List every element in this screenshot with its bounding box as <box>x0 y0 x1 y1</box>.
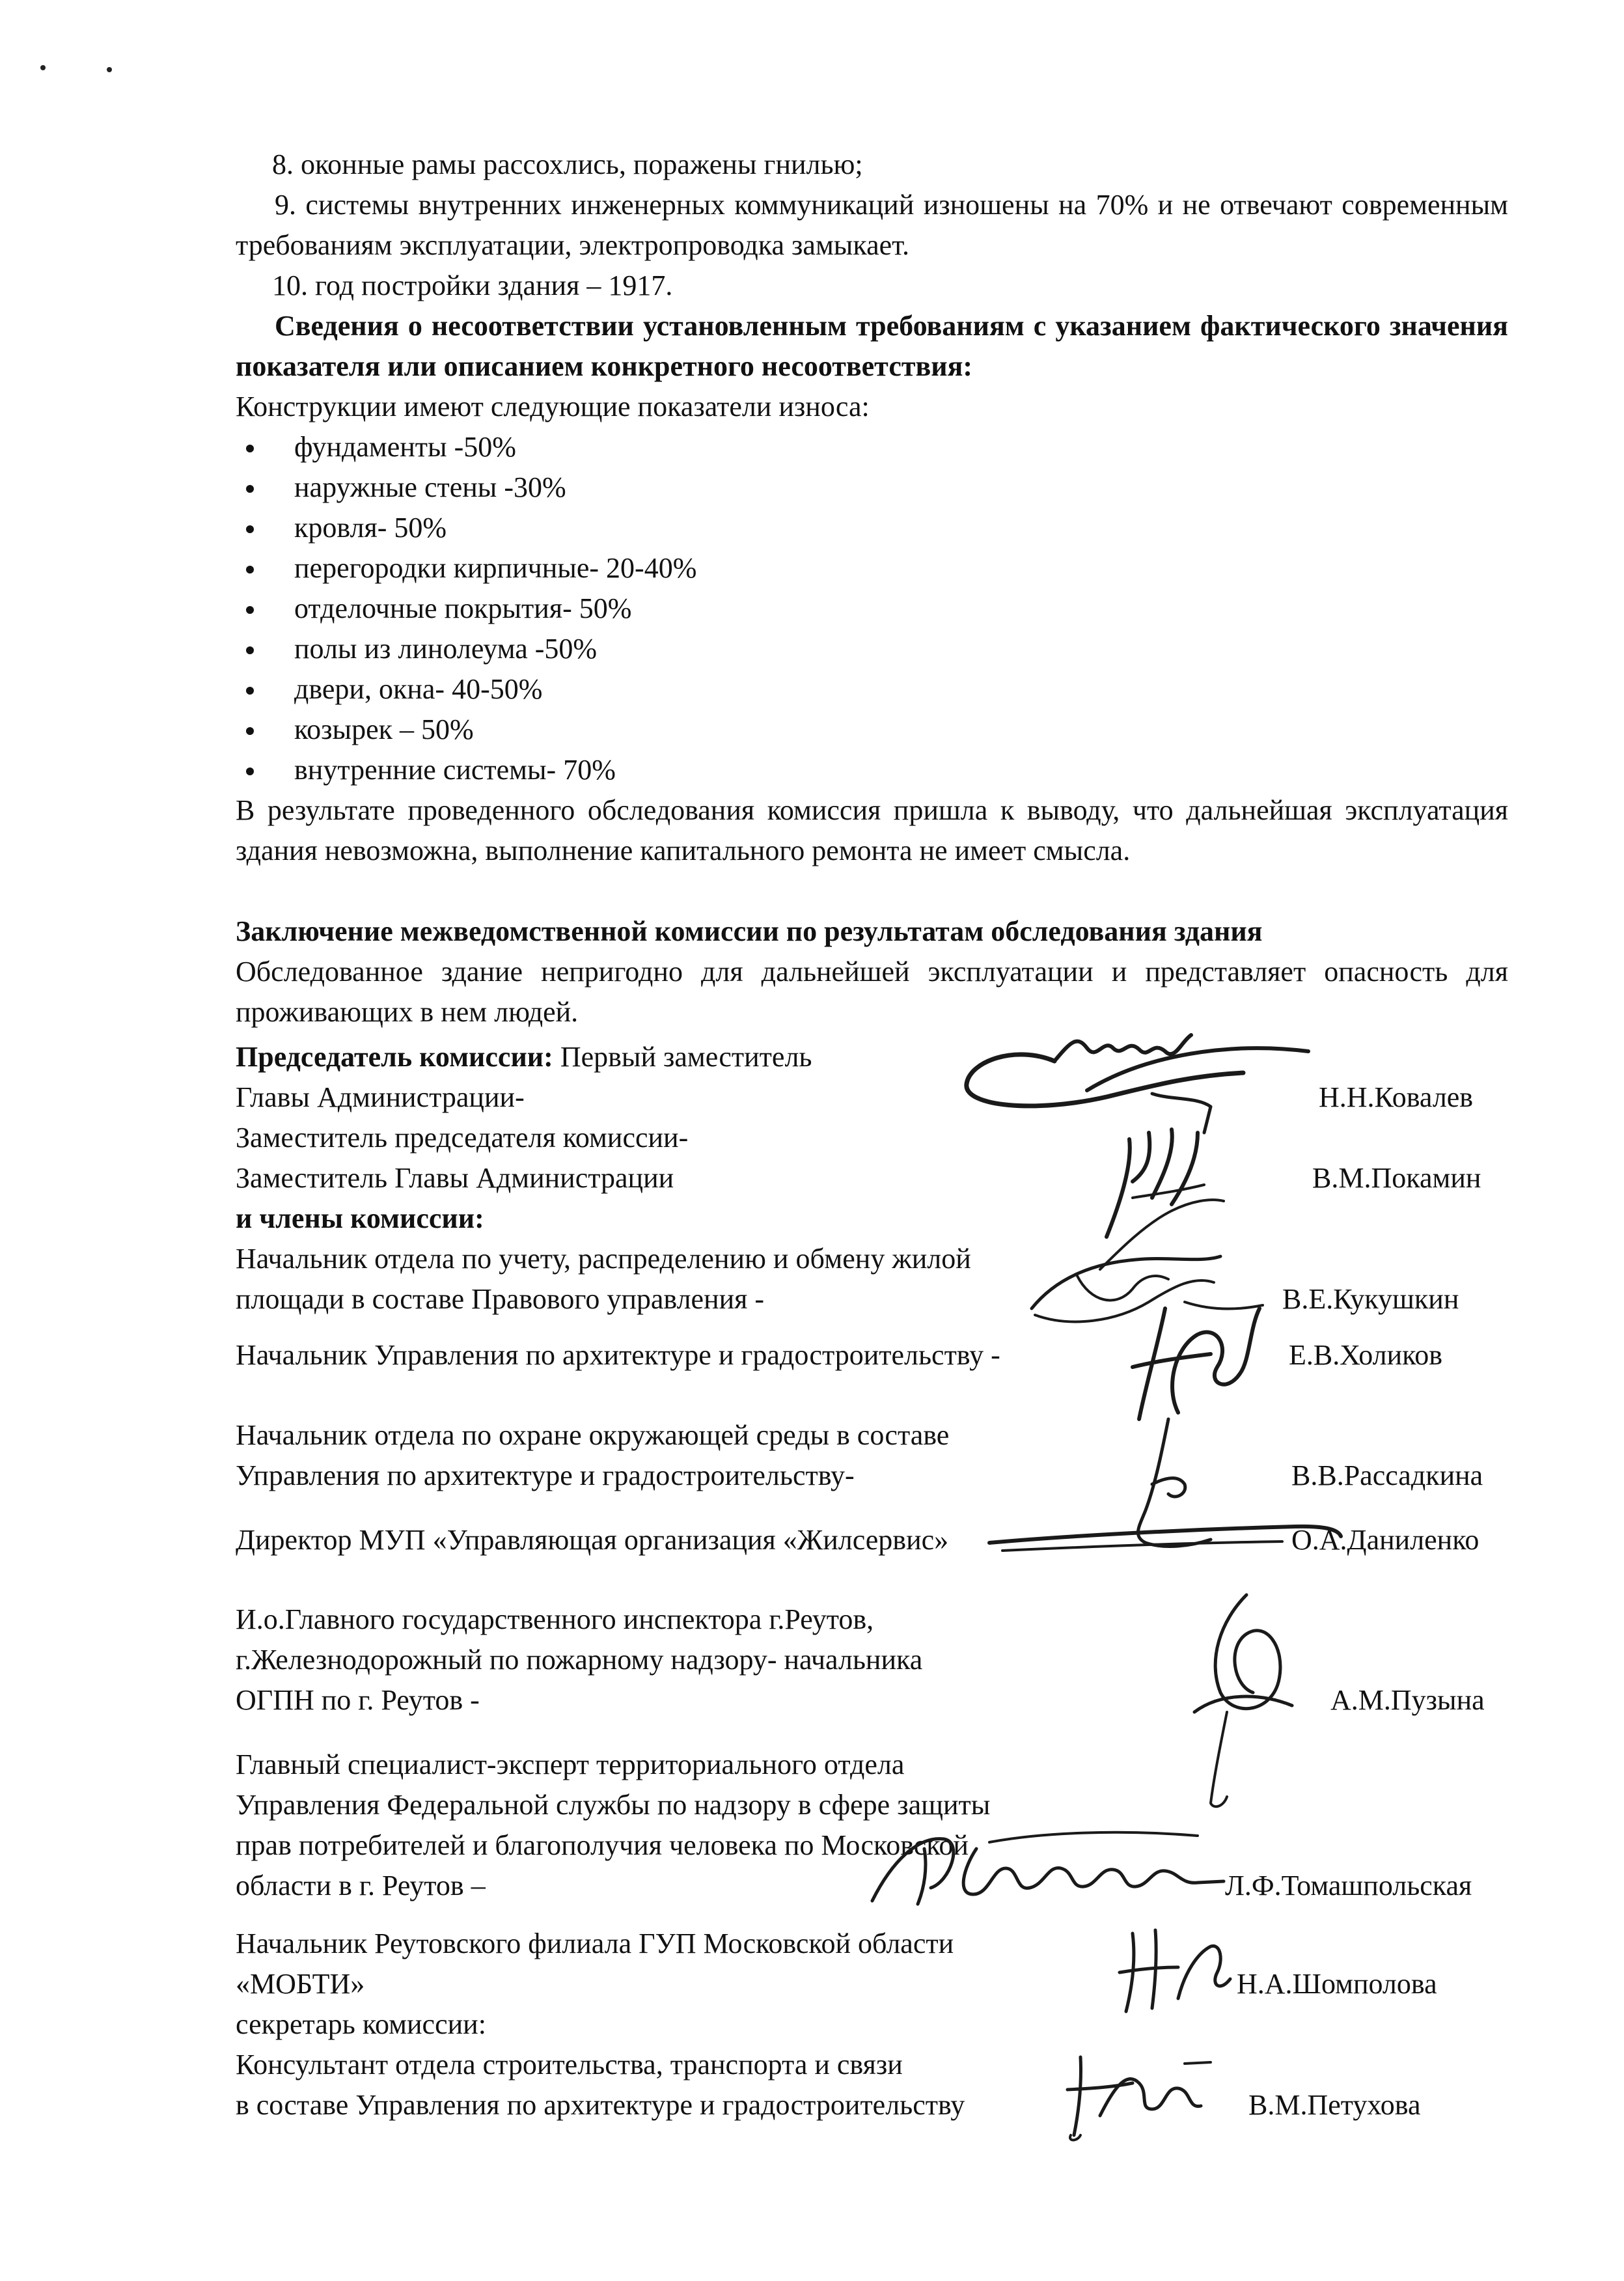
member-5-role-2: г.Железнодорожный по пожарному надзору- начальника <box>236 1644 923 1676</box>
member-2-name: Е.В.Холиков <box>1289 1339 1443 1371</box>
wear-item: кровля- 50% <box>236 508 1508 548</box>
wear-item: полы из линолеума -50% <box>236 629 1508 669</box>
chair-role-2: Главы Администрации- <box>236 1081 525 1113</box>
wear-item: отделочные покрытия- 50% <box>236 588 1508 629</box>
members-label: и члены комиссии: <box>236 1202 484 1234</box>
member-1-role-2: площади в составе Правового управления - <box>236 1283 765 1315</box>
signature-member-6 <box>859 1823 1230 1914</box>
wear-intro: Конструкции имеют следующие показатели износа: <box>236 391 870 422</box>
wear-item: двери, окна- 40-50% <box>236 669 1508 710</box>
member-6-name: Л.Ф.Томашпольская <box>1225 1870 1472 1901</box>
signatory-member-5 <box>236 1599 1508 1721</box>
secretary-role-2: в составе Управления по архитектуре и градостроительству <box>236 2089 965 2121</box>
member-3-name: В.В.Рассадкина <box>1291 1459 1483 1491</box>
signatory-member-7 <box>236 1924 1508 2004</box>
secretary-label: секретарь комиссии: <box>236 2008 486 2040</box>
member-6-role-3: прав потребителей и благополучия человека по Московской <box>236 1829 969 1861</box>
member-3-role-2: Управления по архитектуре и градостроительству- <box>236 1459 855 1491</box>
member-6-role-4: области в г. Реутов – <box>236 1870 486 1901</box>
item-8: 8. оконные рамы рассохлись, поражены гнилью; <box>272 148 863 180</box>
member-7-name: Н.А.Шомполова <box>1237 1968 1437 2000</box>
member-6-role-1: Главный специалист-эксперт территориального отдела <box>236 1749 905 1780</box>
inspection-result: В результате проведенного обследования комиссия пришла к выводу, что дальнейшая эксплуатация здания невозможна, выполнение капитального ремонта не имеет смысла. <box>236 794 1508 866</box>
secretary-name: В.М.Петухова <box>1248 2089 1421 2121</box>
signature-member-5 <box>1181 1582 1305 1816</box>
member-1-name: В.Е.Кукушкин <box>1282 1283 1459 1315</box>
member-7-role-1: Начальник Реутовского филиала ГУП Московской области <box>236 1928 954 1959</box>
member-1-role-1: Начальник отдела по учету, распределению и обмену жилой <box>236 1243 971 1275</box>
deputy-name: В.М.Покамин <box>1312 1162 1481 1194</box>
wear-item: фундаменты -50% <box>236 427 1508 467</box>
signatory-secretary <box>236 2004 1508 2125</box>
wear-item: перегородки кирпичные- 20-40% <box>236 548 1508 588</box>
member-4-role-1: Директор МУП «Управляющая организация «Жилсервис» <box>236 1524 949 1556</box>
member-3-role-1: Начальник отдела по охране окружающей среды в составе <box>236 1419 950 1451</box>
signatory-member-2 <box>236 1335 1508 1376</box>
member-6-role-2: Управления Федеральной службы по надзору в сфере защиты <box>236 1789 991 1821</box>
chair-label: Председатель комиссии: <box>236 1041 553 1073</box>
secretary-role-1: Консультант отдела строительства, транспорта и связи <box>236 2049 903 2081</box>
wear-item: внутренние системы- 70% <box>236 750 1508 790</box>
member-5-role-1: И.о.Главного государственного инспектора г.Реутов, <box>236 1603 874 1635</box>
members-heading <box>236 1198 1508 1239</box>
signatory-member-3 <box>236 1415 1508 1496</box>
member-4-name: О.А.Даниленко <box>1291 1524 1479 1556</box>
item-9: 9. системы внутренних инженерных коммуникаций изношены на 70% и не отвечают современным требованиям эксплуатации, электропроводка замыкает. <box>236 189 1508 261</box>
signature-member-7 <box>1107 1920 1237 2018</box>
chair-name: Н.Н.Ковалев <box>1319 1081 1474 1113</box>
deputy-role-1: Заместитель председателя комиссии- <box>236 1122 689 1154</box>
signature-member-2 <box>1120 1289 1276 1432</box>
deputy-role-2: Заместитель Главы Администрации <box>236 1162 674 1194</box>
main-text <box>236 145 1508 1032</box>
signature-member-4 <box>983 1510 1347 1562</box>
wear-item: козырек – 50% <box>236 710 1508 750</box>
member-7-role-2: «МОБТИ» <box>236 1968 365 2000</box>
conclusion-heading: Заключение межведомственной комиссии по результатам обследования здания <box>236 915 1263 947</box>
signature-secretary <box>1054 2044 1224 2142</box>
conclusion-text: Обследованное здание непригодно для дальнейшей эксплуатации и представляет опасность для проживающих в нем людей. <box>236 956 1508 1028</box>
chair-role: Первый заместитель <box>560 1041 812 1073</box>
signatory-member-1 <box>236 1239 1508 1320</box>
member-5-name: А.М.Пузына <box>1330 1684 1485 1716</box>
member-2-role-1: Начальник Управления по архитектуре и градостроительству - <box>236 1339 1000 1371</box>
wear-item: наружные стены -30% <box>236 467 1508 508</box>
item-10: 10. год постройки здания – 1917. <box>272 270 673 301</box>
wear-list <box>236 427 1508 790</box>
discrepancy-heading: Сведения о несоответствии установленным требованиям с указанием фактического значения показателя или описанием конкретного несоответствия: <box>236 310 1508 382</box>
member-5-role-3: ОГПН по г. Реутов - <box>236 1684 480 1716</box>
